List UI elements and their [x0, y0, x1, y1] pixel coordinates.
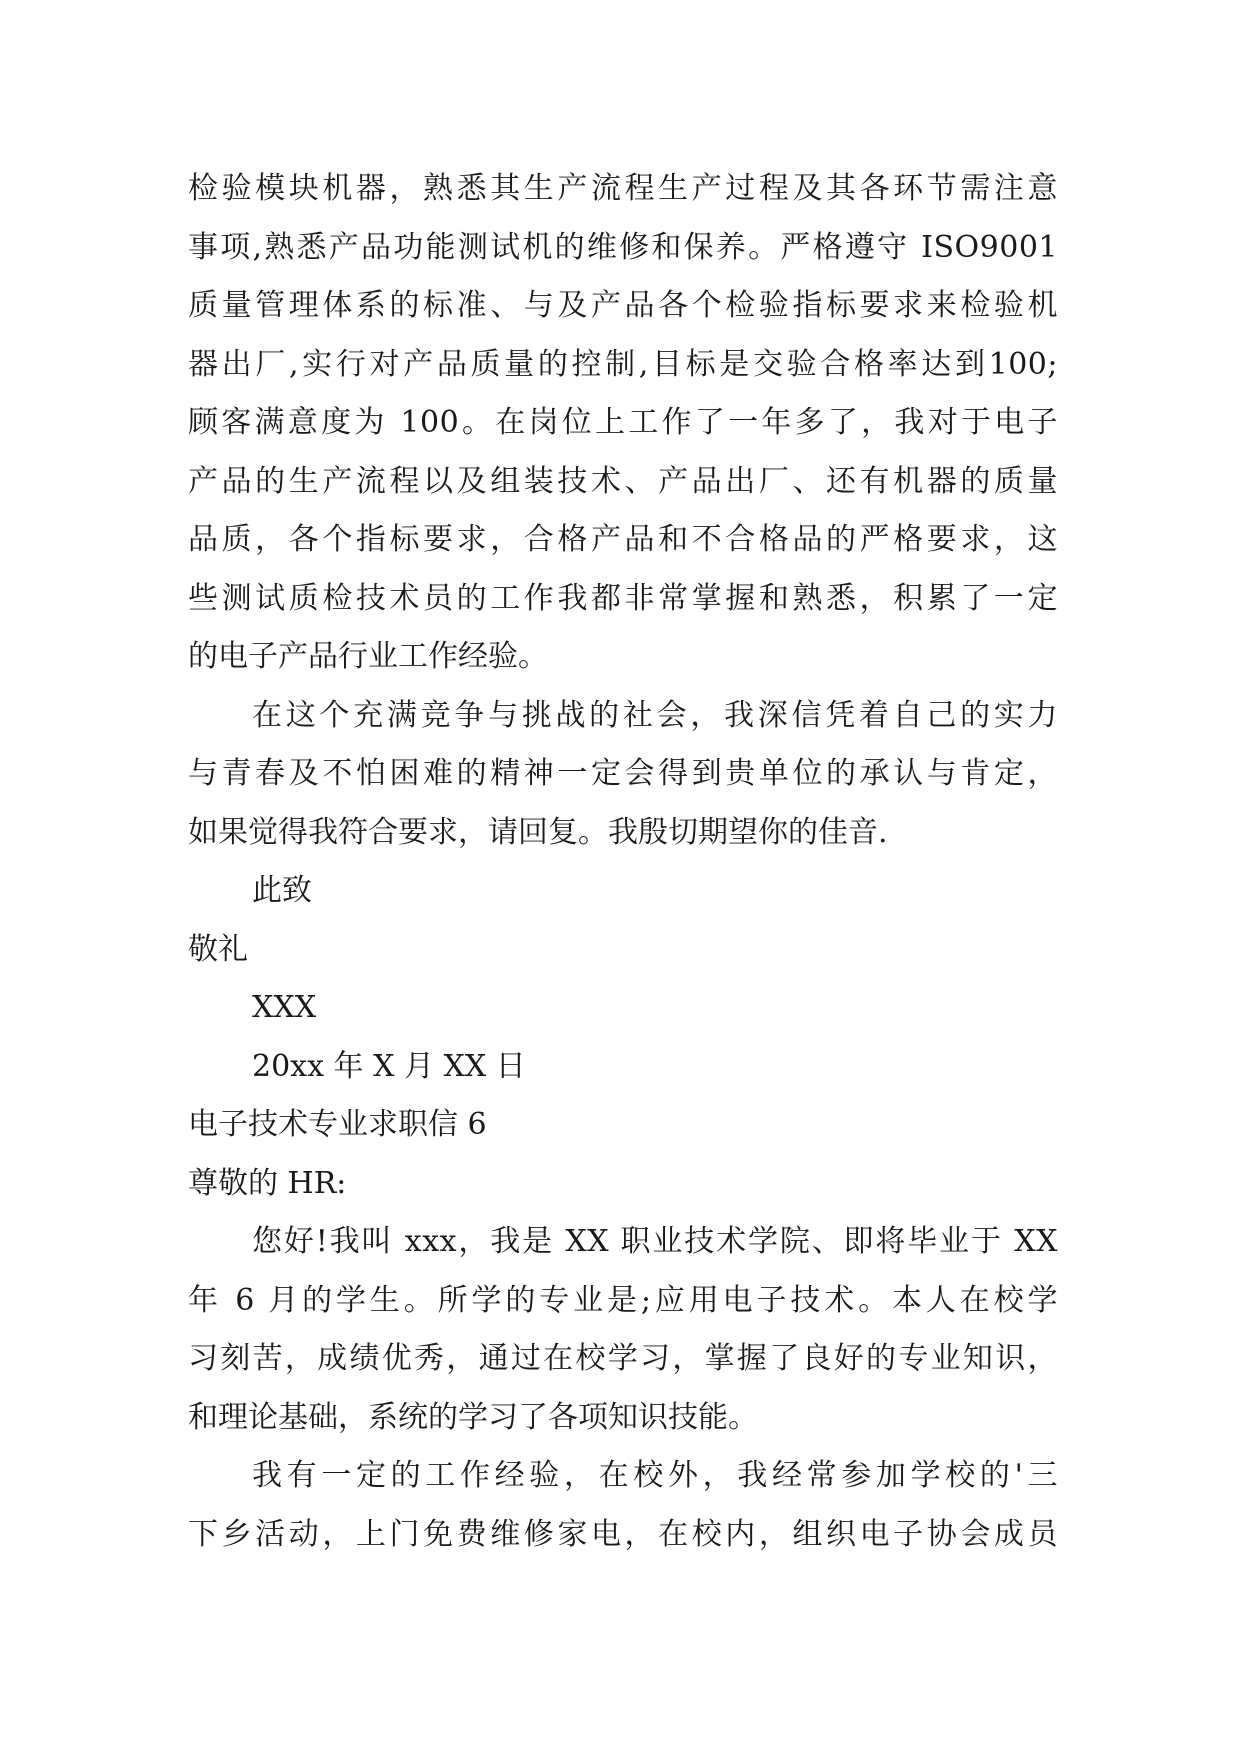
body-line: 与青春及不怕困难的精神一定会得到贵单位的承认与肯定， [188, 756, 1058, 791]
closing-regards: 敬礼 [188, 931, 248, 967]
body-line: 检验模块机器，熟悉其生产流程生产过程及其各环节需注意 [188, 171, 1058, 206]
paragraph-start-line: 在这个充满竞争与挑战的社会，我深信凭着自己的实力 [252, 697, 1058, 733]
body-line: 产品的生产流程以及组装技术、产品出厂、还有机器的质量 [188, 463, 1058, 499]
body-line: 顾客满意度为 100。在岗位上工作了一年多了，我对于电子 [188, 405, 1058, 440]
body-line: 些测试质检技术员的工作我都非常掌握和熟悉，积累了一定 [188, 580, 1058, 616]
closing-salutation: 此致 [252, 873, 312, 908]
body-line: 器出厂,实行对产品质量的控制,目标是交验合格率达到100; [188, 346, 1058, 382]
section-title: 电子技术专业求职信 6 [188, 1107, 487, 1142]
body-line: 年 6 月的学生。所学的专业是;应用电子技术。本人在校学 [188, 1282, 1058, 1318]
body-line: 质量管理体系的标准、与及产品各个检验指标要求来检验机 [188, 288, 1058, 323]
signature-date: 20xx 年 X 月 XX 日 [252, 1048, 526, 1084]
paragraph-start-line: 您好!我叫 xxx，我是 XX 职业技术学院、即将毕业于 XX [252, 1224, 1058, 1259]
body-line: 事项,熟悉产品功能测试机的维修和保养。严格遵守 ISO9001 [188, 229, 1058, 265]
body-line: 和理论基础，系统的学习了各项知识技能。 [188, 1399, 758, 1435]
body-line: 下乡活动，上门免费维修家电，在校内，组织电子协会成员 [188, 1516, 1058, 1552]
signature-name: XXX [252, 990, 317, 1025]
body-line: 习刻苦，成绩优秀，通过在校学习，掌握了良好的专业知识， [188, 1341, 1058, 1376]
body-line: 品质，各个指标要求，合格产品和不合格品的严格要求，这 [188, 522, 1058, 557]
body-line: 的电子产品行业工作经验。 [188, 639, 548, 674]
paragraph-start-line: 我有一定的工作经验，在校外，我经常参加学校的'三 [252, 1458, 1058, 1493]
letter-body [188, 160, 1058, 1564]
body-line: 如果觉得我符合要求，请回复。我殷切期望你的佳音. [188, 814, 888, 850]
greeting: 尊敬的 HR: [188, 1165, 347, 1201]
